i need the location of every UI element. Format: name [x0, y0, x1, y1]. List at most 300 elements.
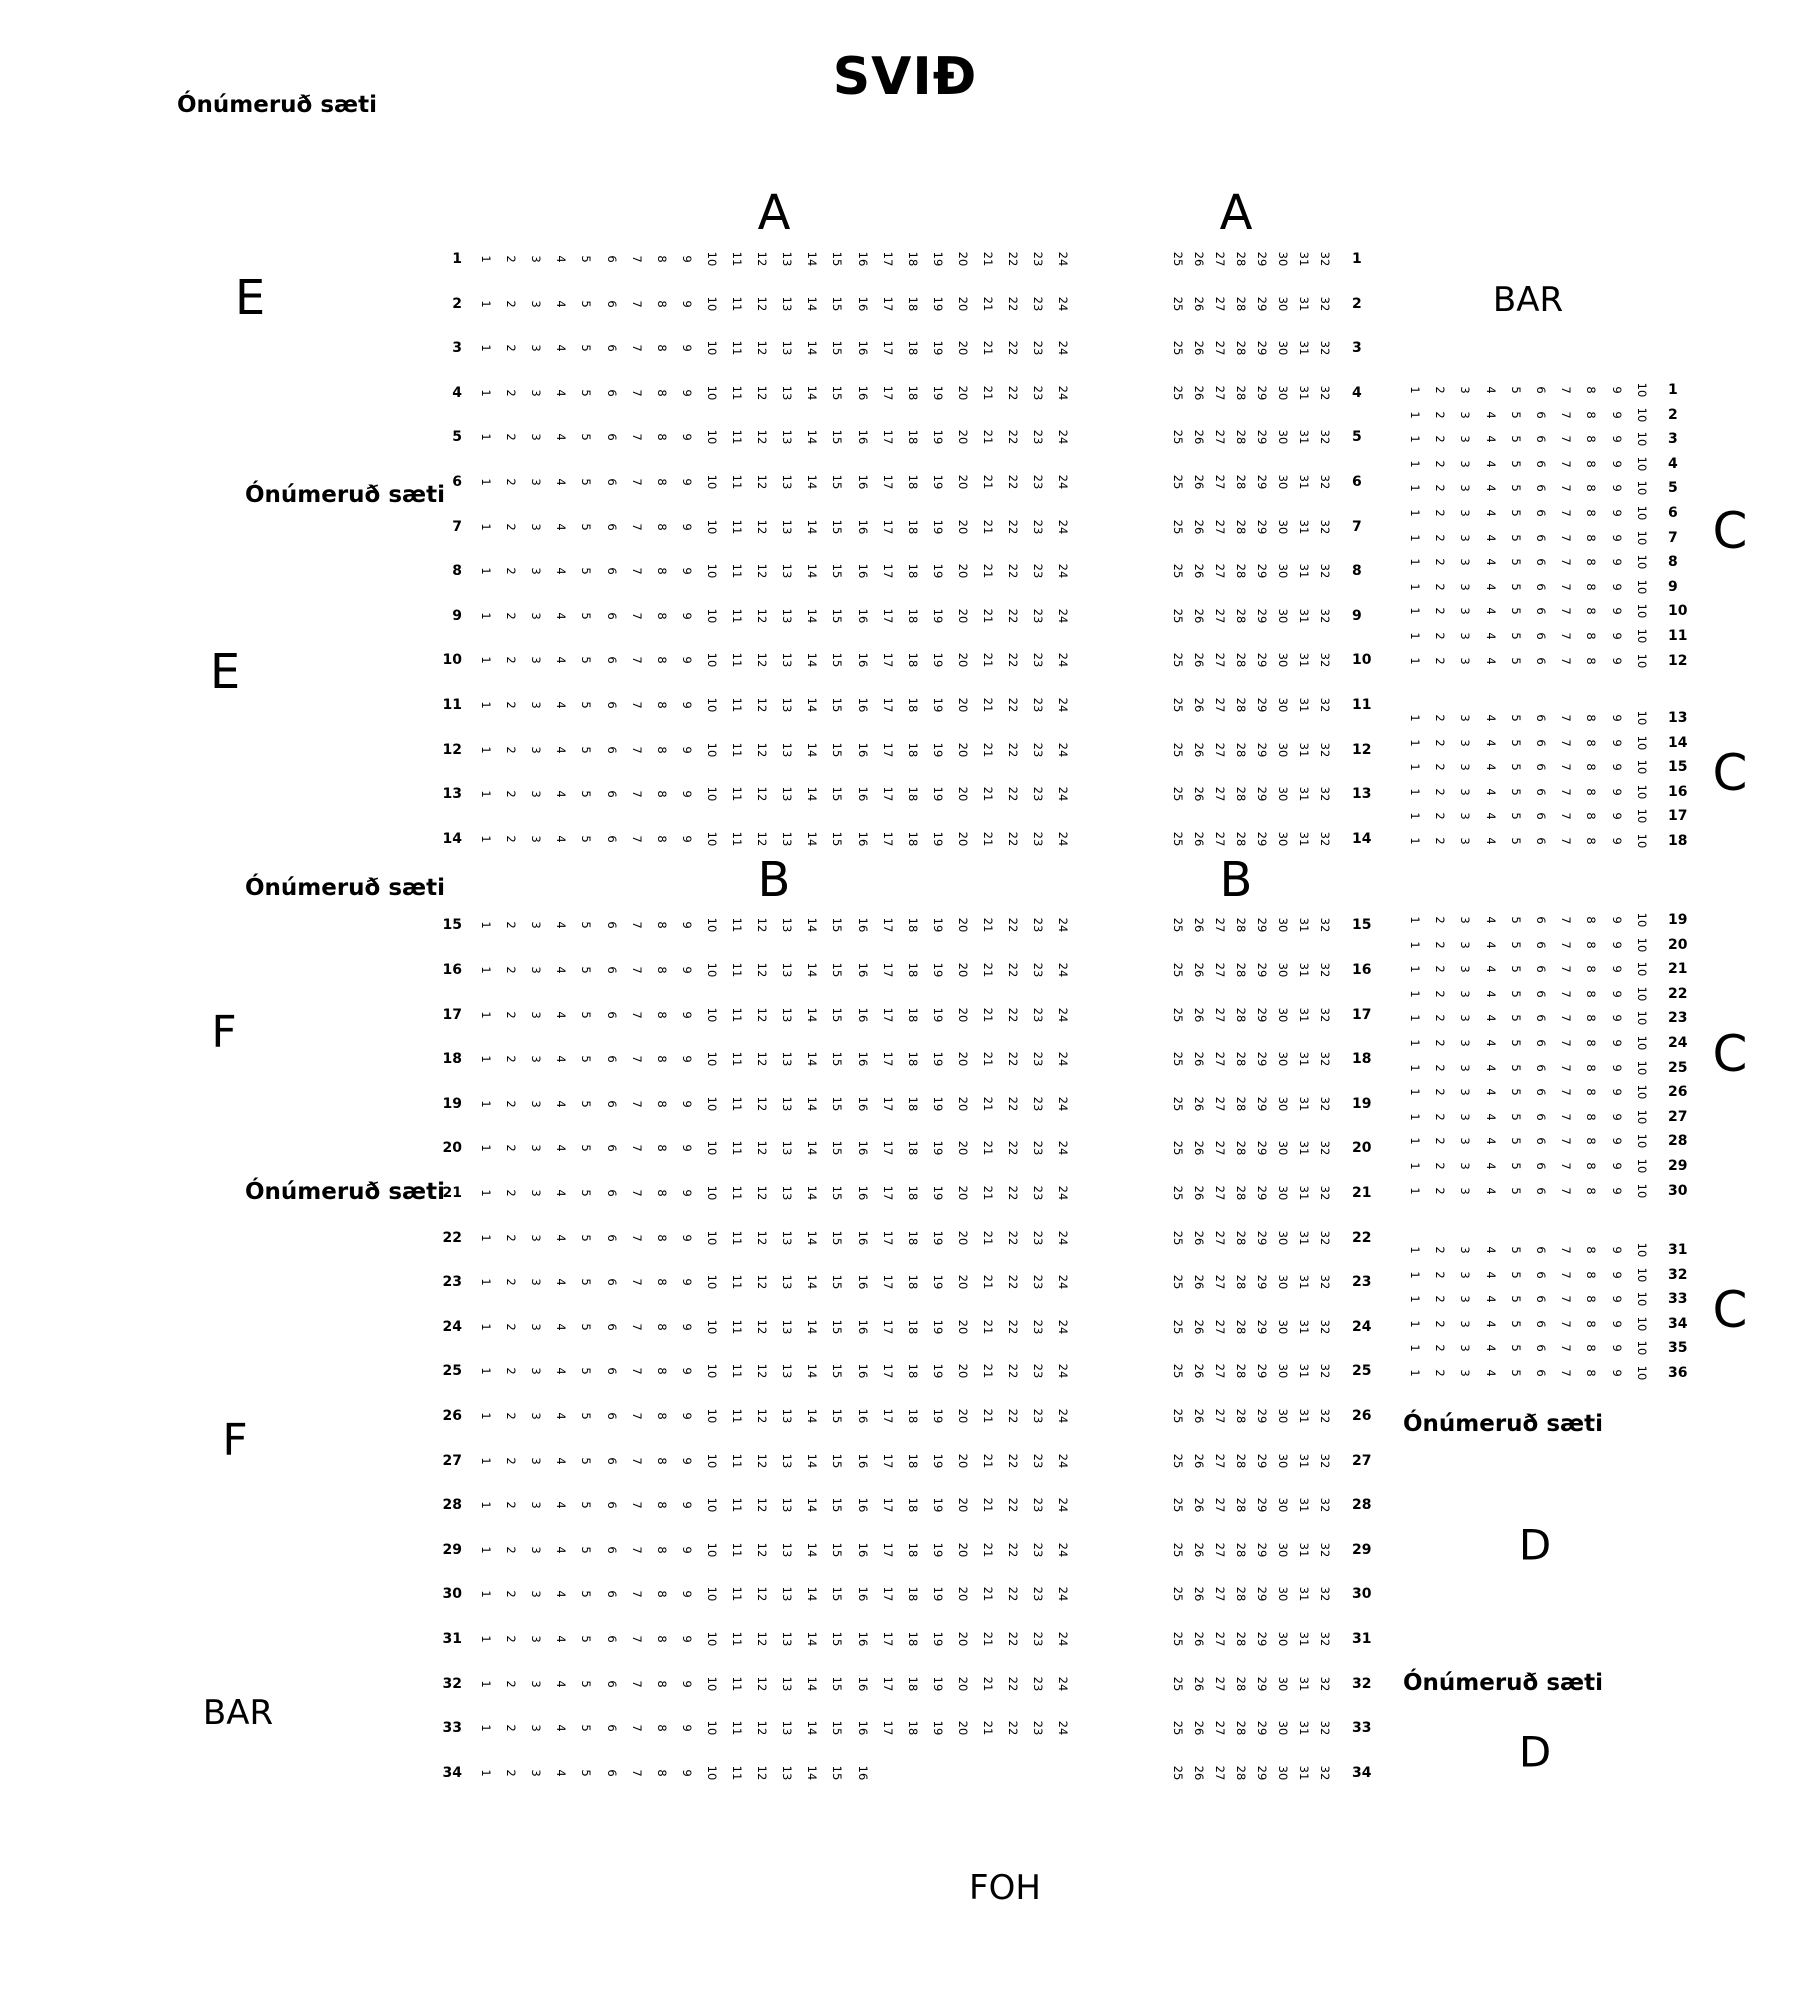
seat[interactable]: 28 [1234, 474, 1248, 490]
seat[interactable]: 26 [1192, 1587, 1206, 1602]
seat[interactable]: 19 [930, 608, 945, 624]
seat[interactable]: 11 [730, 1319, 744, 1335]
seat[interactable]: 30 [1276, 1319, 1290, 1335]
seat[interactable]: 4 [1483, 484, 1498, 493]
seat[interactable]: 8 [1584, 509, 1599, 517]
seat[interactable]: 7 [1559, 386, 1574, 394]
seat[interactable]: 21 [981, 474, 995, 490]
seat[interactable]: 15 [830, 1185, 845, 1201]
seat[interactable]: 4 [1483, 837, 1498, 845]
seat[interactable]: 12 [755, 608, 770, 624]
seat[interactable]: 9 [679, 478, 694, 486]
seat[interactable]: 3 [529, 1679, 544, 1688]
seat[interactable]: 28 [1234, 1319, 1248, 1335]
seat[interactable]: 14 [805, 251, 820, 267]
seat[interactable]: 1 [479, 1724, 493, 1732]
seat[interactable]: 8 [1584, 1270, 1599, 1279]
seat[interactable]: 3 [529, 1144, 544, 1153]
seat[interactable]: 3 [529, 255, 544, 263]
seat[interactable]: 18 [905, 1497, 920, 1513]
seat[interactable]: 9 [1609, 714, 1624, 722]
seat[interactable]: 6 [604, 433, 619, 442]
seat[interactable]: 4 [554, 790, 569, 798]
seat[interactable]: 27 [1213, 1185, 1227, 1201]
seat[interactable]: 5 [1508, 410, 1523, 419]
seat[interactable]: 2 [1433, 940, 1448, 949]
seat[interactable]: 10 [704, 519, 719, 534]
seat[interactable]: 22 [1006, 519, 1021, 534]
seat[interactable]: 3 [529, 1323, 544, 1331]
seat[interactable]: 6 [604, 1412, 619, 1420]
seat[interactable]: 17 [880, 430, 895, 445]
seat[interactable]: 8 [1584, 460, 1599, 468]
seat[interactable]: 29 [1255, 1319, 1269, 1335]
seat[interactable]: 19 [930, 1676, 945, 1691]
seat[interactable]: 24 [1056, 697, 1071, 713]
seat[interactable]: 8 [654, 522, 669, 531]
seat[interactable]: 5 [1508, 484, 1523, 493]
seat[interactable]: 2 [504, 344, 519, 352]
seat[interactable]: 32 [1318, 1141, 1332, 1156]
seat[interactable]: 22 [1006, 1408, 1021, 1424]
seat[interactable]: 10 [704, 1542, 719, 1558]
seat[interactable]: 7 [629, 1501, 644, 1509]
seat[interactable]: 1 [479, 835, 493, 843]
seat[interactable]: 9 [1609, 410, 1624, 419]
seat[interactable]: 7 [1559, 990, 1574, 998]
seat[interactable]: 27 [1213, 1364, 1227, 1379]
seat[interactable]: 3 [1458, 1186, 1473, 1195]
seat[interactable]: 2 [504, 299, 519, 308]
seat[interactable]: 25 [1171, 697, 1185, 713]
seat[interactable]: 32 [1318, 918, 1332, 933]
seat[interactable]: 28 [1234, 340, 1248, 356]
seat[interactable]: 4 [1483, 632, 1498, 640]
seat[interactable]: 14 [805, 1453, 820, 1468]
seat[interactable]: 11 [730, 251, 744, 267]
seat[interactable]: 9 [1609, 916, 1624, 924]
seat[interactable]: 15 [830, 1051, 845, 1067]
seat[interactable]: 23 [1031, 1587, 1046, 1602]
seat[interactable]: 7 [629, 745, 644, 754]
seat[interactable]: 15 [830, 563, 845, 579]
seat[interactable]: 27 [1213, 1453, 1227, 1468]
seat[interactable]: 3 [1458, 1369, 1473, 1377]
seat[interactable]: 3 [1458, 1088, 1473, 1096]
seat[interactable]: 12 [755, 563, 770, 579]
seat[interactable]: 4 [1483, 558, 1498, 566]
seat[interactable]: 6 [1534, 990, 1548, 998]
seat[interactable]: 3 [1458, 1344, 1473, 1353]
seat[interactable]: 18 [905, 519, 920, 534]
seat[interactable]: 2 [1433, 1344, 1448, 1353]
seat[interactable]: 7 [1559, 484, 1574, 493]
seat[interactable]: 1 [479, 433, 493, 442]
seat[interactable]: 10 [704, 430, 719, 445]
seat[interactable]: 4 [1483, 1344, 1498, 1353]
seat[interactable]: 3 [529, 1724, 544, 1732]
seat[interactable]: 13 [780, 742, 795, 757]
seat[interactable]: 1 [1408, 1063, 1422, 1072]
seat[interactable]: 12 [755, 296, 770, 311]
seat[interactable]: 32 [1318, 1542, 1332, 1558]
seat[interactable]: 4 [554, 1769, 569, 1777]
seat[interactable]: 24 [1056, 1274, 1071, 1290]
seat[interactable]: 1 [479, 1189, 493, 1197]
seat[interactable]: 31 [1297, 1141, 1311, 1156]
seat[interactable]: 28 [1234, 430, 1248, 445]
seat[interactable]: 10 [1634, 1084, 1649, 1100]
seat[interactable]: 28 [1234, 1720, 1248, 1736]
seat[interactable]: 6 [604, 1010, 619, 1019]
seat[interactable]: 4 [554, 389, 569, 397]
seat[interactable]: 2 [504, 1323, 519, 1331]
seat[interactable]: 1 [1408, 812, 1422, 821]
seat[interactable]: 5 [1508, 788, 1523, 796]
seat[interactable]: 26 [1192, 1765, 1206, 1781]
seat[interactable]: 19 [930, 1364, 945, 1379]
seat[interactable]: 5 [1508, 1295, 1523, 1303]
seat[interactable]: 14 [805, 831, 820, 847]
seat[interactable]: 19 [930, 1230, 945, 1245]
seat[interactable]: 15 [830, 1453, 845, 1468]
seat[interactable]: 13 [780, 1765, 795, 1781]
seat[interactable]: 6 [604, 1590, 619, 1599]
seat[interactable]: 9 [679, 567, 694, 575]
seat[interactable]: 31 [1297, 742, 1311, 757]
seat[interactable]: 23 [1031, 1274, 1046, 1290]
seat[interactable]: 31 [1297, 296, 1311, 311]
seat[interactable]: 8 [654, 1724, 669, 1732]
seat[interactable]: 7 [629, 1323, 644, 1331]
seat[interactable]: 6 [604, 1055, 619, 1063]
seat[interactable]: 17 [880, 1542, 895, 1558]
seat[interactable]: 5 [1508, 1063, 1523, 1072]
seat[interactable]: 7 [1559, 607, 1574, 616]
seat[interactable]: 2 [504, 1590, 519, 1599]
seat[interactable]: 9 [679, 701, 694, 709]
seat[interactable]: 8 [1584, 714, 1599, 722]
seat[interactable]: 10 [704, 1141, 719, 1156]
seat[interactable]: 11 [730, 1720, 744, 1736]
seat[interactable]: 19 [930, 1007, 945, 1022]
seat[interactable]: 12 [755, 1587, 770, 1602]
seat[interactable]: 15 [830, 1408, 845, 1424]
seat[interactable]: 10 [704, 918, 719, 933]
seat[interactable]: 32 [1318, 697, 1332, 713]
seat[interactable]: 10 [704, 786, 719, 802]
seat[interactable]: 8 [654, 1233, 669, 1242]
seat[interactable]: 10 [704, 1631, 719, 1647]
seat[interactable]: 26 [1192, 474, 1206, 490]
seat[interactable]: 32 [1318, 1007, 1332, 1022]
seat[interactable]: 1 [479, 1412, 493, 1420]
seat[interactable]: 5 [579, 701, 594, 709]
seat[interactable]: 2 [1433, 1137, 1448, 1146]
seat[interactable]: 14 [805, 1319, 820, 1335]
seat[interactable]: 11 [730, 1007, 744, 1022]
seat[interactable]: 8 [654, 567, 669, 575]
seat[interactable]: 1 [479, 1635, 493, 1643]
seat[interactable]: 6 [1534, 533, 1548, 542]
seat[interactable]: 3 [1458, 632, 1473, 640]
seat[interactable]: 24 [1056, 962, 1071, 978]
seat[interactable]: 11 [730, 563, 744, 579]
seat[interactable]: 24 [1056, 1364, 1071, 1379]
seat[interactable]: 31 [1297, 563, 1311, 579]
seat[interactable]: 9 [1609, 1246, 1624, 1254]
seat[interactable]: 18 [905, 251, 920, 267]
seat[interactable]: 3 [1458, 533, 1473, 542]
seat[interactable]: 13 [780, 1720, 795, 1736]
seat[interactable]: 3 [1458, 1320, 1473, 1328]
seat[interactable]: 8 [1584, 788, 1599, 796]
seat[interactable]: 6 [1534, 1137, 1548, 1146]
seat[interactable]: 4 [554, 1635, 569, 1643]
seat[interactable]: 18 [905, 1542, 920, 1558]
seat[interactable]: 8 [654, 1010, 669, 1019]
seat[interactable]: 28 [1234, 1408, 1248, 1424]
seat[interactable]: 7 [1559, 1320, 1574, 1328]
seat[interactable]: 1 [479, 522, 493, 531]
seat[interactable]: 14 [805, 1631, 820, 1647]
seat[interactable]: 1 [1408, 1137, 1422, 1146]
seat[interactable]: 11 [730, 1676, 744, 1691]
seat[interactable]: 22 [1006, 1631, 1021, 1647]
seat[interactable]: 5 [579, 1635, 594, 1643]
seat[interactable]: 31 [1297, 786, 1311, 802]
seat[interactable]: 8 [1584, 940, 1599, 949]
seat[interactable]: 6 [1534, 656, 1548, 665]
seat[interactable]: 8 [1584, 1369, 1599, 1377]
seat[interactable]: 7 [1559, 714, 1574, 722]
seat[interactable]: 19 [930, 1096, 945, 1112]
seat[interactable]: 8 [1584, 1295, 1599, 1303]
seat[interactable]: 29 [1255, 697, 1269, 713]
seat[interactable]: 2 [1433, 460, 1448, 468]
seat[interactable]: 26 [1192, 1096, 1206, 1112]
seat[interactable]: 30 [1276, 385, 1290, 401]
seat[interactable]: 30 [1276, 697, 1290, 713]
seat[interactable]: 4 [554, 1010, 569, 1019]
seat[interactable]: 6 [1534, 812, 1548, 821]
seat[interactable]: 17 [880, 474, 895, 490]
seat[interactable]: 3 [1458, 386, 1473, 394]
seat[interactable]: 18 [905, 430, 920, 445]
seat[interactable]: 13 [780, 1185, 795, 1201]
seat[interactable]: 1 [479, 656, 493, 665]
seat[interactable]: 5 [1508, 509, 1523, 517]
seat[interactable]: 18 [905, 1096, 920, 1112]
seat[interactable]: 29 [1255, 918, 1269, 933]
seat[interactable]: 8 [1584, 837, 1599, 845]
seat[interactable]: 8 [1584, 435, 1599, 443]
seat[interactable]: 24 [1056, 340, 1071, 356]
seat[interactable]: 13 [780, 1230, 795, 1245]
seat[interactable]: 10 [704, 563, 719, 579]
seat[interactable]: 30 [1276, 786, 1290, 802]
seat[interactable]: 8 [654, 1590, 669, 1599]
seat[interactable]: 5 [579, 299, 594, 308]
seat[interactable]: 3 [1458, 940, 1473, 949]
seat[interactable]: 7 [629, 389, 644, 397]
seat[interactable]: 12 [755, 1051, 770, 1067]
seat[interactable]: 13 [780, 1319, 795, 1335]
seat[interactable]: 3 [1458, 788, 1473, 796]
seat[interactable]: 15 [830, 251, 845, 267]
seat[interactable]: 1 [1408, 1246, 1422, 1254]
seat[interactable]: 4 [1483, 916, 1498, 924]
seat[interactable]: 3 [1458, 607, 1473, 616]
seat[interactable]: 20 [955, 1051, 970, 1067]
seat[interactable]: 9 [1609, 1014, 1624, 1023]
seat[interactable]: 2 [504, 522, 519, 531]
seat[interactable]: 15 [830, 1096, 845, 1112]
seat[interactable]: 2 [1433, 583, 1448, 591]
seat[interactable]: 18 [905, 1587, 920, 1602]
seat[interactable]: 9 [1609, 1369, 1624, 1377]
seat[interactable]: 7 [629, 701, 644, 709]
seat[interactable]: 9 [1609, 656, 1624, 665]
seat[interactable]: 30 [1276, 831, 1290, 847]
seat[interactable]: 2 [504, 433, 519, 442]
seat[interactable]: 25 [1171, 1051, 1185, 1067]
seat[interactable]: 8 [654, 1144, 669, 1153]
seat[interactable]: 7 [629, 1724, 644, 1732]
seat[interactable]: 12 [755, 742, 770, 757]
seat[interactable]: 24 [1056, 742, 1071, 757]
seat[interactable]: 9 [1609, 1320, 1624, 1328]
seat[interactable]: 21 [981, 385, 995, 401]
seat[interactable]: 16 [855, 653, 870, 668]
seat[interactable]: 7 [1559, 1295, 1574, 1303]
seat[interactable]: 4 [1483, 509, 1498, 517]
seat[interactable]: 17 [880, 519, 895, 534]
seat[interactable]: 8 [1584, 1320, 1599, 1328]
seat[interactable]: 1 [479, 1100, 493, 1108]
seat[interactable]: 32 [1318, 1676, 1332, 1691]
seat[interactable]: 10 [704, 1587, 719, 1602]
seat[interactable]: 22 [1006, 1453, 1021, 1468]
seat[interactable]: 12 [755, 1319, 770, 1335]
seat[interactable]: 8 [1584, 990, 1599, 998]
seat[interactable]: 8 [654, 701, 669, 709]
seat[interactable]: 2 [1433, 837, 1448, 845]
seat[interactable]: 23 [1031, 1408, 1046, 1424]
seat[interactable]: 4 [1483, 460, 1498, 468]
seat[interactable]: 10 [1634, 833, 1649, 849]
seat[interactable]: 9 [679, 1055, 694, 1063]
seat[interactable]: 18 [905, 918, 920, 933]
seat[interactable]: 5 [579, 745, 594, 754]
seat[interactable]: 12 [755, 385, 770, 401]
seat[interactable]: 3 [529, 1546, 544, 1554]
seat[interactable]: 16 [855, 1497, 870, 1513]
seat[interactable]: 6 [604, 1769, 619, 1777]
seat[interactable]: 8 [654, 1456, 669, 1465]
seat[interactable]: 10 [1634, 912, 1649, 928]
seat[interactable]: 28 [1234, 385, 1248, 401]
seat[interactable]: 9 [1609, 1137, 1624, 1146]
seat[interactable]: 27 [1213, 742, 1227, 757]
seat[interactable]: 10 [704, 608, 719, 624]
seat[interactable]: 8 [1584, 1246, 1599, 1254]
seat[interactable]: 20 [955, 474, 970, 490]
seat[interactable]: 13 [780, 1007, 795, 1022]
seat[interactable]: 19 [930, 1274, 945, 1290]
seat[interactable]: 1 [1408, 965, 1422, 973]
seat[interactable]: 6 [604, 1635, 619, 1643]
seat[interactable]: 9 [1609, 386, 1624, 394]
seat[interactable]: 26 [1192, 697, 1206, 713]
seat[interactable]: 1 [479, 1590, 493, 1599]
seat[interactable]: 5 [579, 1456, 594, 1465]
seat[interactable]: 9 [679, 1679, 694, 1688]
seat[interactable]: 32 [1318, 385, 1332, 401]
seat[interactable]: 21 [981, 1587, 995, 1602]
seat[interactable]: 6 [604, 1456, 619, 1465]
seat[interactable]: 11 [730, 1453, 744, 1468]
seat[interactable]: 9 [679, 1233, 694, 1242]
seat[interactable]: 16 [855, 1364, 870, 1379]
seat[interactable]: 26 [1192, 519, 1206, 534]
seat[interactable]: 5 [579, 255, 594, 263]
seat[interactable]: 13 [780, 918, 795, 933]
seat[interactable]: 20 [955, 962, 970, 978]
seat[interactable]: 9 [1609, 965, 1624, 973]
seat[interactable]: 21 [981, 697, 995, 713]
seat[interactable]: 19 [930, 563, 945, 579]
seat[interactable]: 27 [1213, 653, 1227, 668]
seat[interactable]: 21 [981, 1185, 995, 1201]
seat[interactable]: 10 [1634, 784, 1649, 800]
seat[interactable]: 13 [780, 563, 795, 579]
seat[interactable]: 2 [504, 745, 519, 754]
seat[interactable]: 10 [1634, 1291, 1649, 1307]
seat[interactable]: 3 [529, 612, 544, 620]
seat[interactable]: 1 [479, 1769, 493, 1777]
seat[interactable]: 11 [730, 1364, 744, 1379]
seat[interactable]: 24 [1056, 430, 1071, 445]
seat[interactable]: 22 [1006, 1096, 1021, 1112]
seat[interactable]: 6 [1534, 1320, 1548, 1328]
seat[interactable]: 11 [730, 1408, 744, 1424]
seat[interactable]: 1 [479, 745, 493, 754]
seat[interactable]: 29 [1255, 385, 1269, 401]
seat[interactable]: 3 [1458, 583, 1473, 591]
seat[interactable]: 8 [1584, 410, 1599, 419]
seat[interactable]: 4 [554, 1233, 569, 1242]
seat[interactable]: 30 [1276, 1274, 1290, 1290]
seat[interactable]: 25 [1171, 742, 1185, 757]
seat[interactable]: 9 [679, 299, 694, 308]
seat[interactable]: 5 [1508, 583, 1523, 591]
seat[interactable]: 5 [579, 1679, 594, 1688]
seat[interactable]: 4 [1483, 1063, 1498, 1072]
seat[interactable]: 12 [755, 1765, 770, 1781]
seat[interactable]: 23 [1031, 608, 1046, 624]
seat[interactable]: 6 [604, 612, 619, 620]
seat[interactable]: 1 [479, 1278, 493, 1286]
seat[interactable]: 2 [504, 1100, 519, 1108]
seat[interactable]: 26 [1192, 608, 1206, 624]
seat[interactable]: 1 [479, 1323, 493, 1331]
seat[interactable]: 9 [1609, 1295, 1624, 1303]
seat[interactable]: 4 [554, 433, 569, 442]
seat[interactable]: 8 [654, 1367, 669, 1376]
seat[interactable]: 20 [955, 385, 970, 401]
seat[interactable]: 26 [1192, 1364, 1206, 1379]
